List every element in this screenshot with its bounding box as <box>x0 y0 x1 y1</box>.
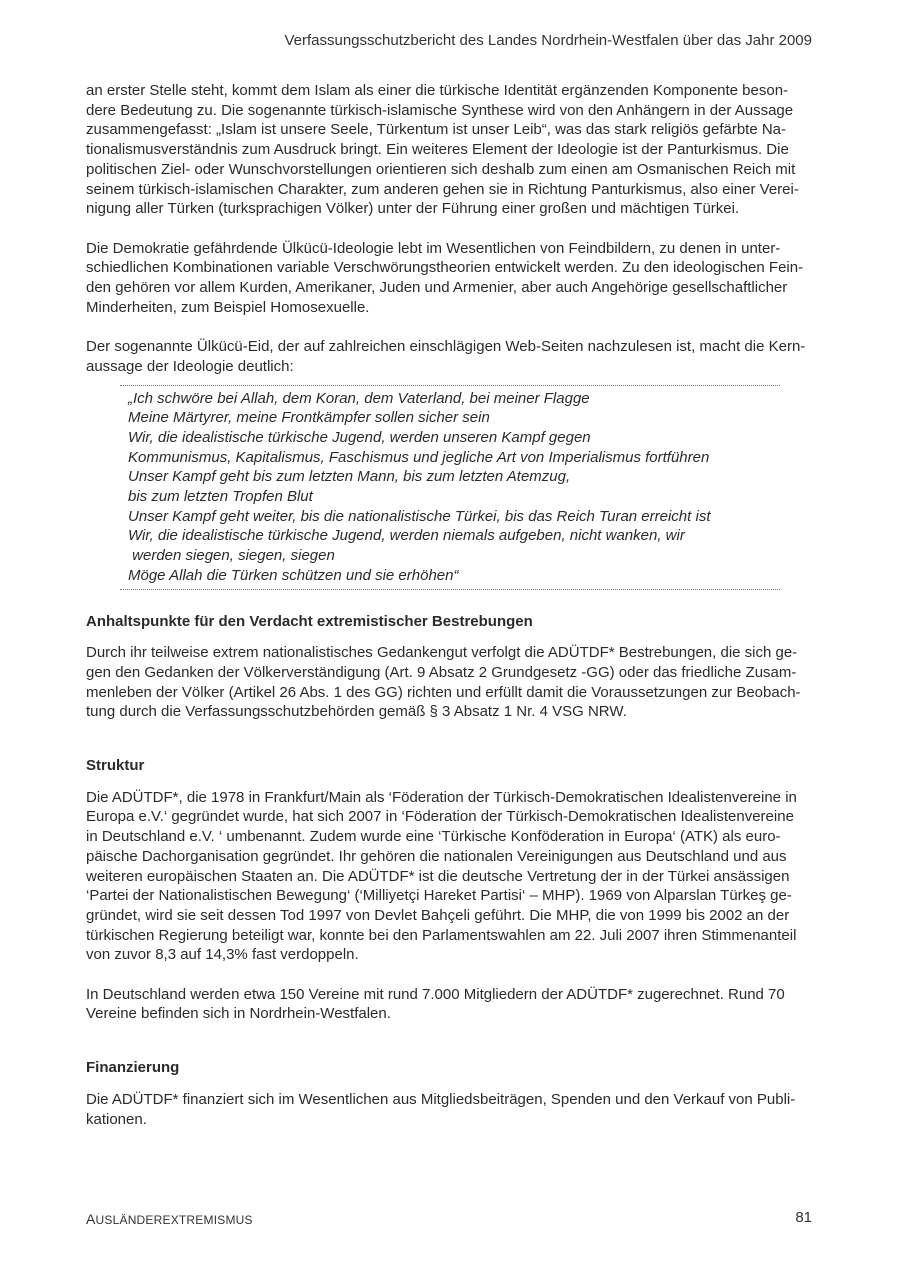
text-line: seinem türkisch-islamischen Charakter, zum anderen gehen sie in Richtung Panturkismus, also einer Verei- <box>86 180 799 198</box>
text-line: Vereine befinden sich in Nordrhein-Westfalen. <box>86 1005 391 1023</box>
paragraph-struktur-2 <box>86 985 816 1024</box>
text-line: In Deutschland werden etwa 150 Vereine mit rund 7.000 Mitgliedern der ADÜTDF* zugerechnet. Rund 70 <box>86 985 785 1003</box>
text-line: Die ADÜTDF* finanziert sich im Wesentlichen aus Mitgliedsbeiträgen, Spenden und den Verkauf von Publi- <box>86 1090 796 1108</box>
text-line: von zuvor 8,3 auf 14,3% fast verdoppeln. <box>86 946 359 964</box>
quote-line: Möge Allah die Türken schützen und sie erhöhen“ <box>128 566 459 584</box>
text-line: schiedlichen Kombinationen variable Verschwörungstheorien entwickelt werden. Zu den ideologischen Fein- <box>86 259 804 277</box>
text-line: menleben der Völker (Artikel 26 Abs. 1 des GG) richten und erfüllt damit die Voraussetzungen zur Beobach- <box>86 683 801 701</box>
text-line: gen den Gedanken der Völkerverständigung (Art. 9 Absatz 2 Grundgesetz -GG) oder das friedliche Zusam- <box>86 663 797 681</box>
text-line: tionalismusverständnis zum Ausdruck bringt. Ein weiteres Element der Ideologie ist der Panturkismus. Die <box>86 141 789 159</box>
text-line: Durch ihr teilweise extrem nationalistisches Gedankengut verfolgt die ADÜTDF* Bestrebungen, die sich ge- <box>86 644 798 662</box>
text-line: gründet, wird sie seit dessen Tod 1997 von Devlet Bahçeli geführt. Die MHP, die von 1999 bis 2002 an der <box>86 906 790 924</box>
text-line: ‘Partei der Nationalistischen Bewegung‘ (‘Milliyetçi Hareket Partisi‘ – MHP). 1969 von Alparslan Türkeş ge- <box>86 887 792 905</box>
text-line: Die ADÜTDF*, die 1978 in Frankfurt/Main als ‘Föderation der Türkisch-Demokratischen Idealistenvereine in <box>86 788 797 806</box>
running-header: Verfassungsschutzbericht des Landes Nordrhein-Westfalen über das Jahr 2009 <box>284 32 812 49</box>
text-line: aussage der Ideologie deutlich: <box>86 357 294 375</box>
quote-line: Wir, die idealistische türkische Jugend, werden unseren Kampf gegen <box>128 428 591 446</box>
paragraph-intro-continued <box>86 81 816 219</box>
text-line: päische Dachorganisation gegründet. Ihr gehören die nationalen Vereinigungen aus Deutschland und aus <box>86 847 787 865</box>
quote-line: werden siegen, siegen, siegen <box>128 547 335 565</box>
text-line: weiteren europäischen Staaten an. Die ADÜTDF* ist die deutsche Vertretung der in der Türkei ansässigen <box>86 867 790 885</box>
text-line: nigung aller Türken (turksprachigen Völker) unter der Führung einer großen und mächtigen Türkei. <box>86 200 740 218</box>
paragraph-finanzierung <box>86 1090 816 1129</box>
text-line: dere Bedeutung zu. Die sogenannte türkisch-islamische Synthese wird von den Anhängern in der Aussage <box>86 101 794 119</box>
footer-section-initial: A <box>86 1211 96 1227</box>
quote-line: Unser Kampf geht weiter, bis die nationalistische Türkei, bis das Reich Turan erreicht ist <box>128 507 711 525</box>
quote-line: Meine Märtyrer, meine Frontkämpfer sollen sicher sein <box>128 409 490 427</box>
quote-line: Unser Kampf geht bis zum letzten Mann, bis zum letzten Atemzug, <box>128 468 571 486</box>
text-line: in Deutschland e.V. ‘ umbenannt. Zudem wurde eine ‘Türkische Konföderation in Europa‘ (ATK) als euro- <box>86 828 781 846</box>
footer-section-title <box>86 1211 253 1227</box>
paragraph-anhaltspunkte <box>86 643 816 722</box>
text-line: Der sogenannte Ülkücü-Eid, der auf zahlreichen einschlägigen Web-Seiten nachzulesen ist, macht die Kern- <box>86 338 806 356</box>
page-body <box>86 81 816 1129</box>
oath-quote-box <box>120 385 780 590</box>
text-line: politischen Ziel- oder Wunschvorstellungen orientieren sich deshalb zum einen am Osmanischen Reich mit <box>86 160 796 178</box>
paragraph-feindbilder <box>86 239 816 318</box>
quote-line: Wir, die idealistische türkische Jugend, werden niemals aufgeben, nicht wanken, wir <box>128 527 685 545</box>
paragraph-eid-intro <box>86 337 816 376</box>
section-heading-finanzierung: Finanzierung <box>86 1059 180 1077</box>
text-line: zusammengefasst: „Islam ist unsere Seele, Türkentum ist unser Leib“, was das stark religiös gefärbte Na- <box>86 121 787 139</box>
section-heading-struktur: Struktur <box>86 757 145 775</box>
text-line: tung durch die Verfassungsschutzbehörden gemäß § 3 Absatz 1 Nr. 4 VSG NRW. <box>86 703 627 721</box>
text-line: türkischen Regierung beteiligt war, konnte bei den Parlamentswahlen am 22. Juli 2007 ihren Stimmenanteil <box>86 926 797 944</box>
text-line: an erster Stelle steht, kommt dem Islam als einer die türkische Identität ergänzenden Komponente beson- <box>86 82 789 99</box>
page-number: 81 <box>795 1209 812 1226</box>
text-line: den gehören vor allem Kurden, Amerikaner, Juden und Armenier, aber auch Angehörige gesellschaftlicher <box>86 279 788 297</box>
section-heading-anhaltspunkte: Anhaltspunkte für den Verdacht extremistischer Bestrebungen <box>86 612 533 630</box>
footer-section-rest: USLÄNDEREXTREMISMUS <box>95 1213 253 1227</box>
quote-line: bis zum letzten Tropfen Blut <box>128 488 313 506</box>
text-line: Die Demokratie gefährdende Ülkücü-Ideologie lebt im Wesentlichen von Feindbildern, zu denen in unter- <box>86 239 781 257</box>
paragraph-struktur-1 <box>86 788 816 965</box>
text-line: kationen. <box>86 1110 147 1128</box>
text-line: Minderheiten, zum Beispiel Homosexuelle. <box>86 298 370 316</box>
text-line: Europa e.V.‘ gegründet wurde, hat sich 2007 in ‘Föderation der Türkisch-Demokratischen Idealistenvereine <box>86 808 794 826</box>
quote-line: „Ich schwöre bei Allah, dem Koran, dem Vaterland, bei meiner Flagge <box>128 389 590 407</box>
quote-line: Kommunismus, Kapitalismus, Faschismus und jegliche Art von Imperialismus fortführen <box>128 448 710 466</box>
